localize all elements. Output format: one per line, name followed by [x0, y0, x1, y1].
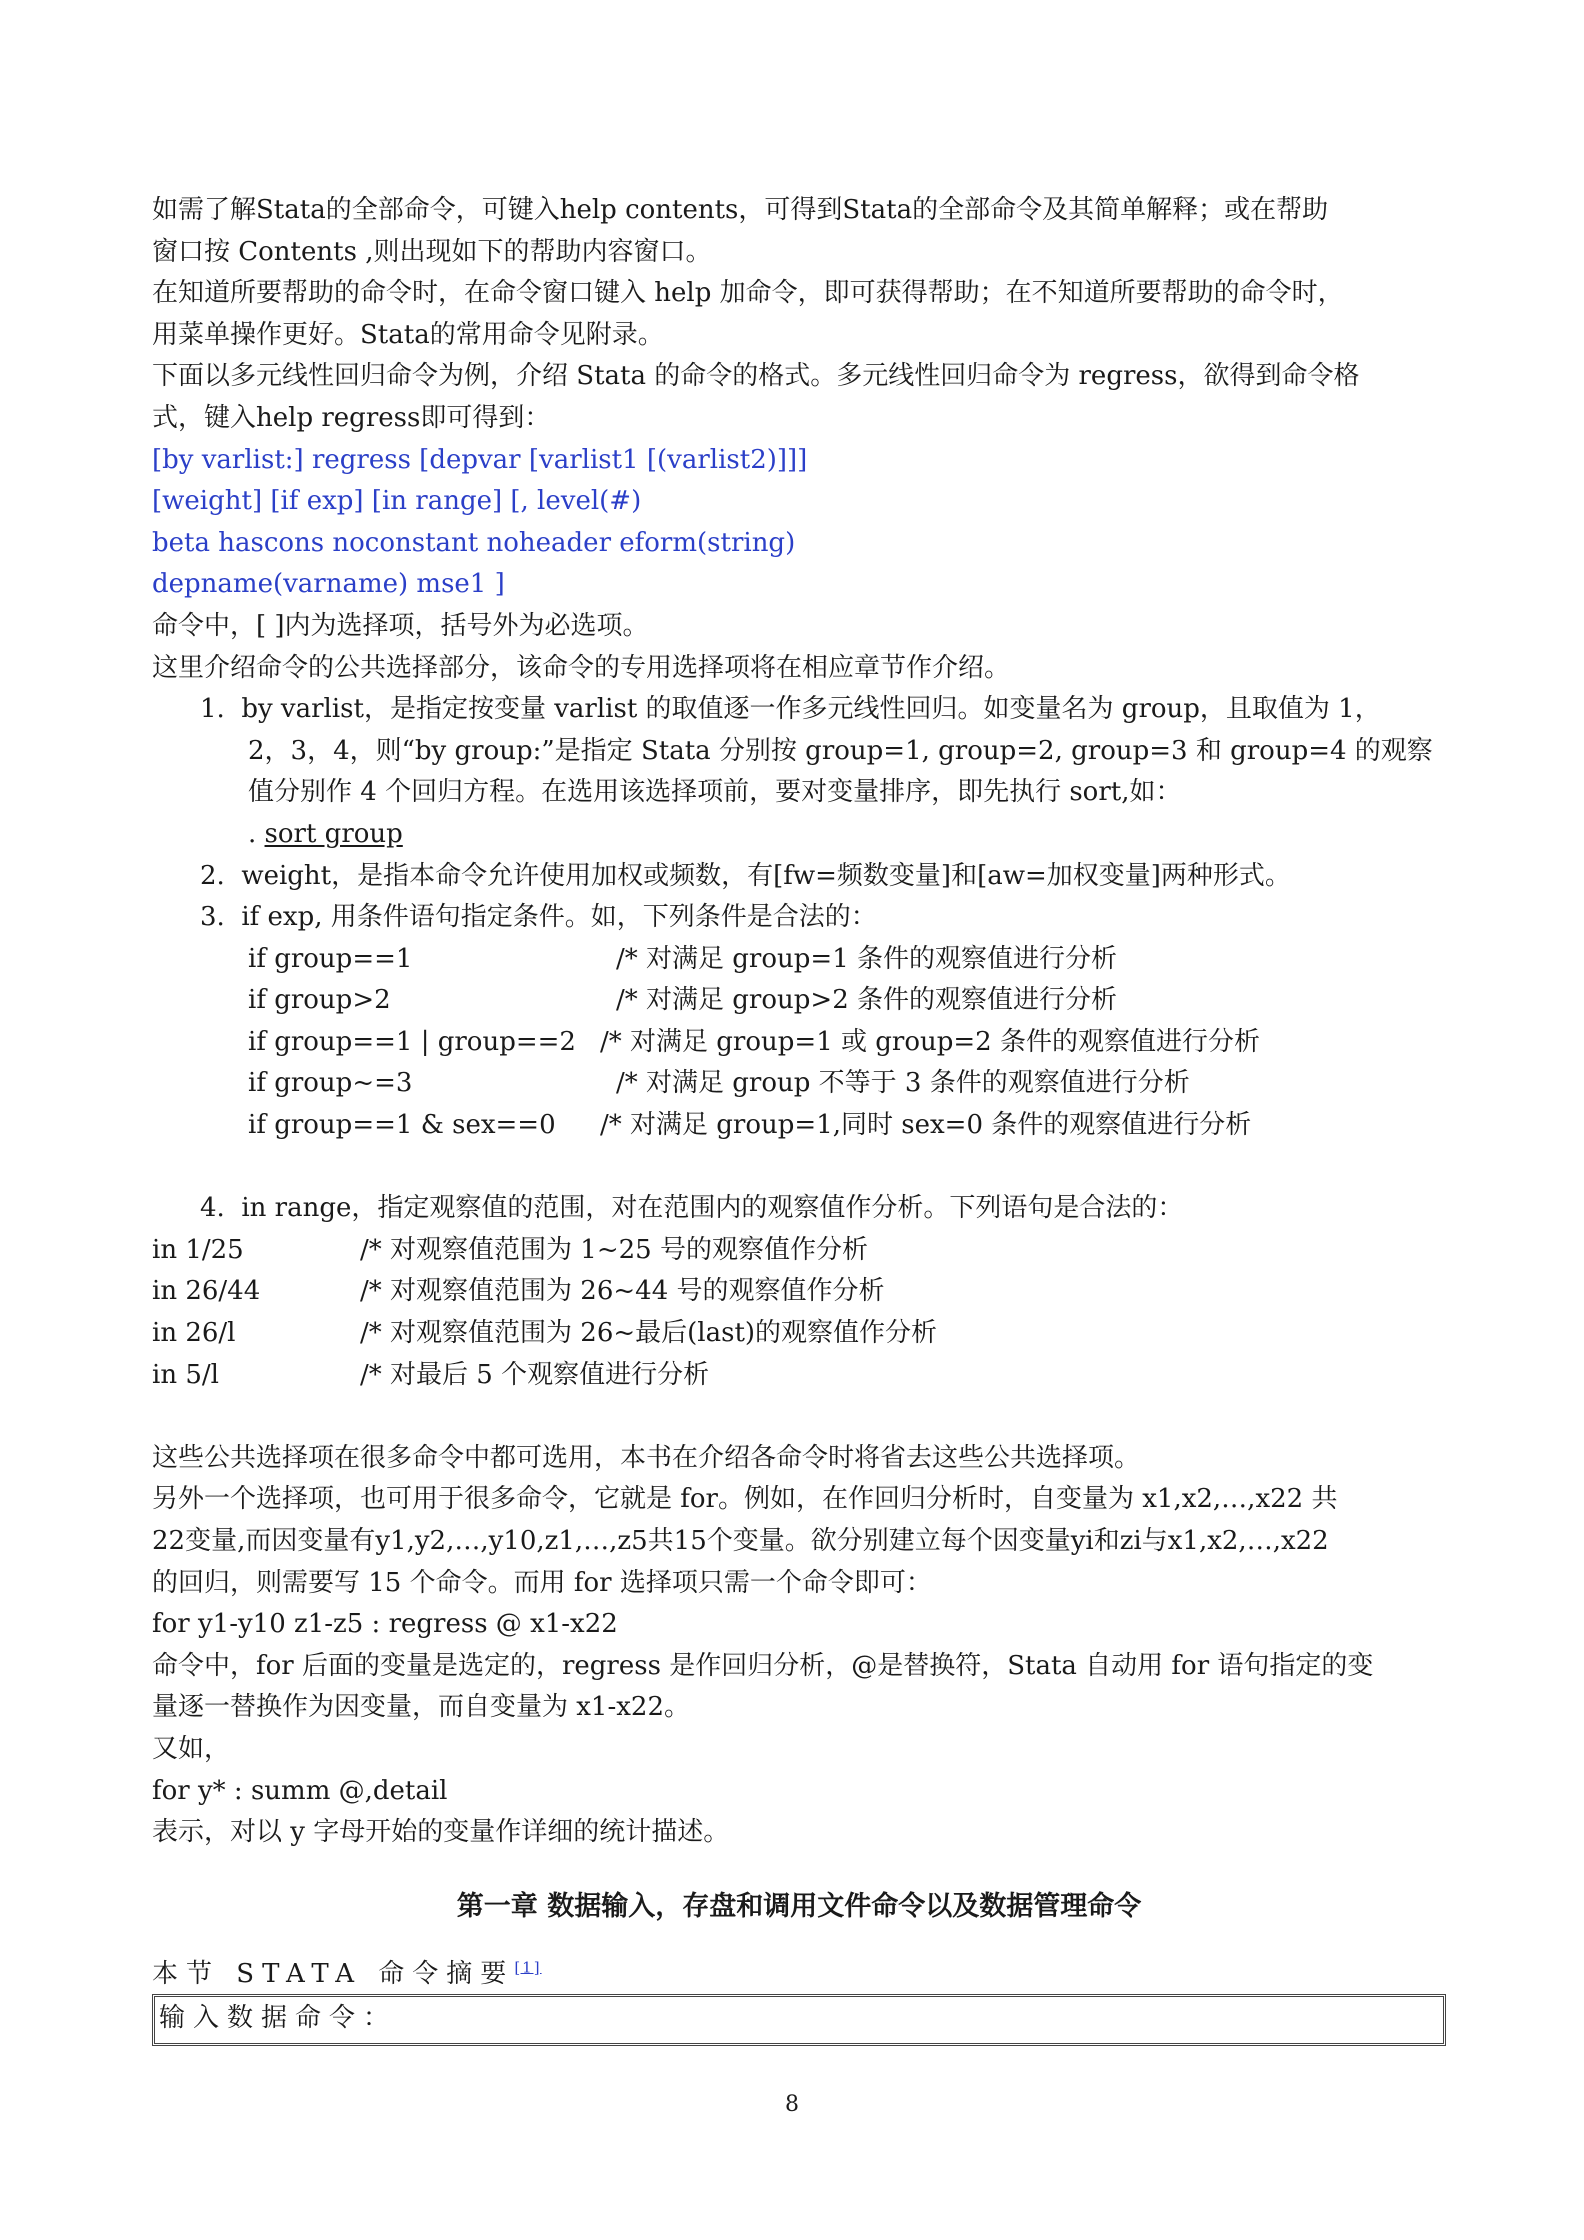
footnote-link[interactable]: [1] — [514, 1958, 542, 1977]
summary-label: 本节 STATA 命令摘要 — [152, 1958, 515, 1989]
item3-line: 3. if exp, 用条件语句指定条件。如，下列条件是合法的： — [200, 902, 877, 933]
intro-line-3: 在知道所要帮助的命令时，在命令窗口键入 help 加命令，即可获得帮助；在不知道所要帮助的命令时， — [152, 278, 1344, 309]
in-example-row — [152, 1230, 1446, 1272]
sort-command: sort group — [264, 818, 403, 849]
closing-line-7: 量逐一替换作为因变量，而自变量为 x1-x22。 — [152, 1692, 691, 1723]
chapter-title: 第一章 数据输入，存盘和调用文件命令以及数据管理命令 — [456, 1890, 1142, 1922]
syntax-line-4: depname(varname) mse1 ] — [152, 569, 505, 600]
if-example-row — [152, 1105, 1446, 1147]
if-code: if group==1 | group==2 — [248, 1026, 576, 1057]
closing-line-8: 又如， — [152, 1733, 231, 1764]
for-example-1: for y1-y10 z1-z5 : regress @ x1-x22 — [152, 1609, 618, 1640]
if-example-row — [152, 939, 1446, 981]
if-comment: /* 对满足 group 不等于 3 条件的观察值进行分析 — [616, 1068, 1190, 1099]
intro-line-2: 窗口按 Contents ,则出现如下的帮助内容窗口。 — [152, 236, 712, 267]
closing-line-1: 这些公共选择项在很多命令中都可选用，本书在介绍各命令时将省去这些公共选择项。 — [152, 1442, 1141, 1473]
item4-line: 4. in range，指定观察值的范围，对在范围内的观察值作分析。下列语句是合法的： — [200, 1193, 1184, 1224]
if-comment: /* 对满足 group=1,同时 sex=0 条件的观察值进行分析 — [600, 1110, 1252, 1141]
if-comment: /* 对满足 group=1 或 group=2 条件的观察值进行分析 — [600, 1026, 1260, 1057]
in-comment: /* 对观察值范围为 26~44 号的观察值作分析 — [360, 1276, 885, 1307]
if-code: if group>2 — [248, 985, 391, 1016]
sort-prefix: . — [248, 818, 265, 849]
in-code: in 26/l — [152, 1318, 236, 1349]
syntax-line-2: [weight] [if exp] [in range] [, level(#) — [152, 486, 642, 517]
after-syntax-line-2: 这里介绍命令的公共选择部分，该命令的专用选择项将在相应章节作介绍。 — [152, 652, 1011, 683]
table-row: 输入数据命令： — [152, 1994, 1446, 2046]
if-example-row — [152, 980, 1446, 1022]
in-example-row — [152, 1355, 1446, 1397]
in-comment: /* 对观察值范围为 26~最后(last)的观察值作分析 — [360, 1318, 938, 1349]
in-comment: /* 对观察值范围为 1~25 号的观察值作分析 — [360, 1234, 868, 1265]
spacer — [152, 1396, 1446, 1438]
if-code: if group~=3 — [248, 1068, 413, 1099]
closing-line-10: 表示，对以 y 字母开始的变量作详细的统计描述。 — [152, 1817, 730, 1848]
in-example-row — [152, 1313, 1446, 1355]
in-code: in 1/25 — [152, 1234, 244, 1265]
in-comment: /* 对最后 5 个观察值进行分析 — [360, 1359, 710, 1390]
intro-line-1: 如需了解Stata的全部命令，可键入help contents，可得到Stata的全部命令及其简单解释；或在帮助 — [152, 195, 1329, 225]
document-page — [152, 190, 1446, 2046]
if-code: if group==1 & sex==0 — [248, 1110, 556, 1141]
in-example-row — [152, 1271, 1446, 1313]
sort-example — [152, 814, 1446, 856]
closing-line-6: 命令中，for 后面的变量是选定的，regress 是作回归分析，@是替换符，Stata 自动用 for 语句指定的变 — [152, 1650, 1374, 1681]
closing-line-3: 22变量,而因变量有y1,y2,…,y10,z1,…,z5共15个变量。欲分别建立每个因变量yi和zi与x1,x2,…,x22 — [152, 1526, 1329, 1556]
if-comment: /* 对满足 group>2 条件的观察值进行分析 — [616, 985, 1117, 1016]
page-number: 8 — [785, 2092, 799, 2117]
closing-line-2: 另外一个选择项，也可用于很多命令，它就是 for。例如，在作回归分析时，自变量为 x1,x2,…,x22 共 — [152, 1484, 1338, 1515]
intro-line-4: 用菜单操作更好。Stata的常用命令见附录。 — [152, 319, 664, 350]
summary-heading — [152, 1953, 1446, 1990]
if-comment: /* 对满足 group=1 条件的观察值进行分析 — [616, 943, 1117, 974]
item1-line-3: 值分别作 4 个回归方程。在选用该选择项前，要对变量排序，即先执行 sort,如： — [248, 777, 1182, 808]
if-example-row — [152, 1063, 1446, 1105]
in-code: in 26/44 — [152, 1276, 261, 1307]
item1-line-1: 1. by varlist，是指定按变量 varlist 的取值逐一作多元线性回归。如变量名为 group，且取值为 1， — [200, 694, 1381, 725]
after-syntax-line-1: 命令中，[ ]内为选择项，括号外为必选项。 — [152, 610, 649, 641]
for-example-2: for y* : summ @,detail — [152, 1775, 448, 1806]
item2-line: 2. weight，是指本命令允许使用加权或频数，有[fw=频数变量]和[aw=加权变量]两种形式。 — [200, 860, 1291, 891]
item1-line-2: 2，3，4，则“by group:”是指定 Stata 分别按 group=1, group=2, group=3 和 group=4 的观察 — [248, 735, 1433, 766]
in-code: in 5/l — [152, 1359, 219, 1390]
if-code: if group==1 — [248, 943, 413, 974]
if-example-row — [152, 1022, 1446, 1064]
intro-line-5: 下面以多元线性回归命令为例，介绍 Stata 的命令的格式。多元线性回归命令为 regress，欲得到命令格 — [152, 361, 1360, 392]
syntax-line-3: beta hascons noconstant noheader eform(string) — [152, 527, 796, 558]
spacer — [152, 1147, 1446, 1189]
closing-line-4: 的回归，则需要写 15 个命令。而用 for 选择项只需一个命令即可： — [152, 1567, 932, 1598]
intro-line-6: 式，键入help regress即可得到： — [152, 402, 551, 433]
syntax-line-1: [by varlist:] regress [depvar [varlist1 [(varlist2)]]] — [152, 444, 808, 475]
